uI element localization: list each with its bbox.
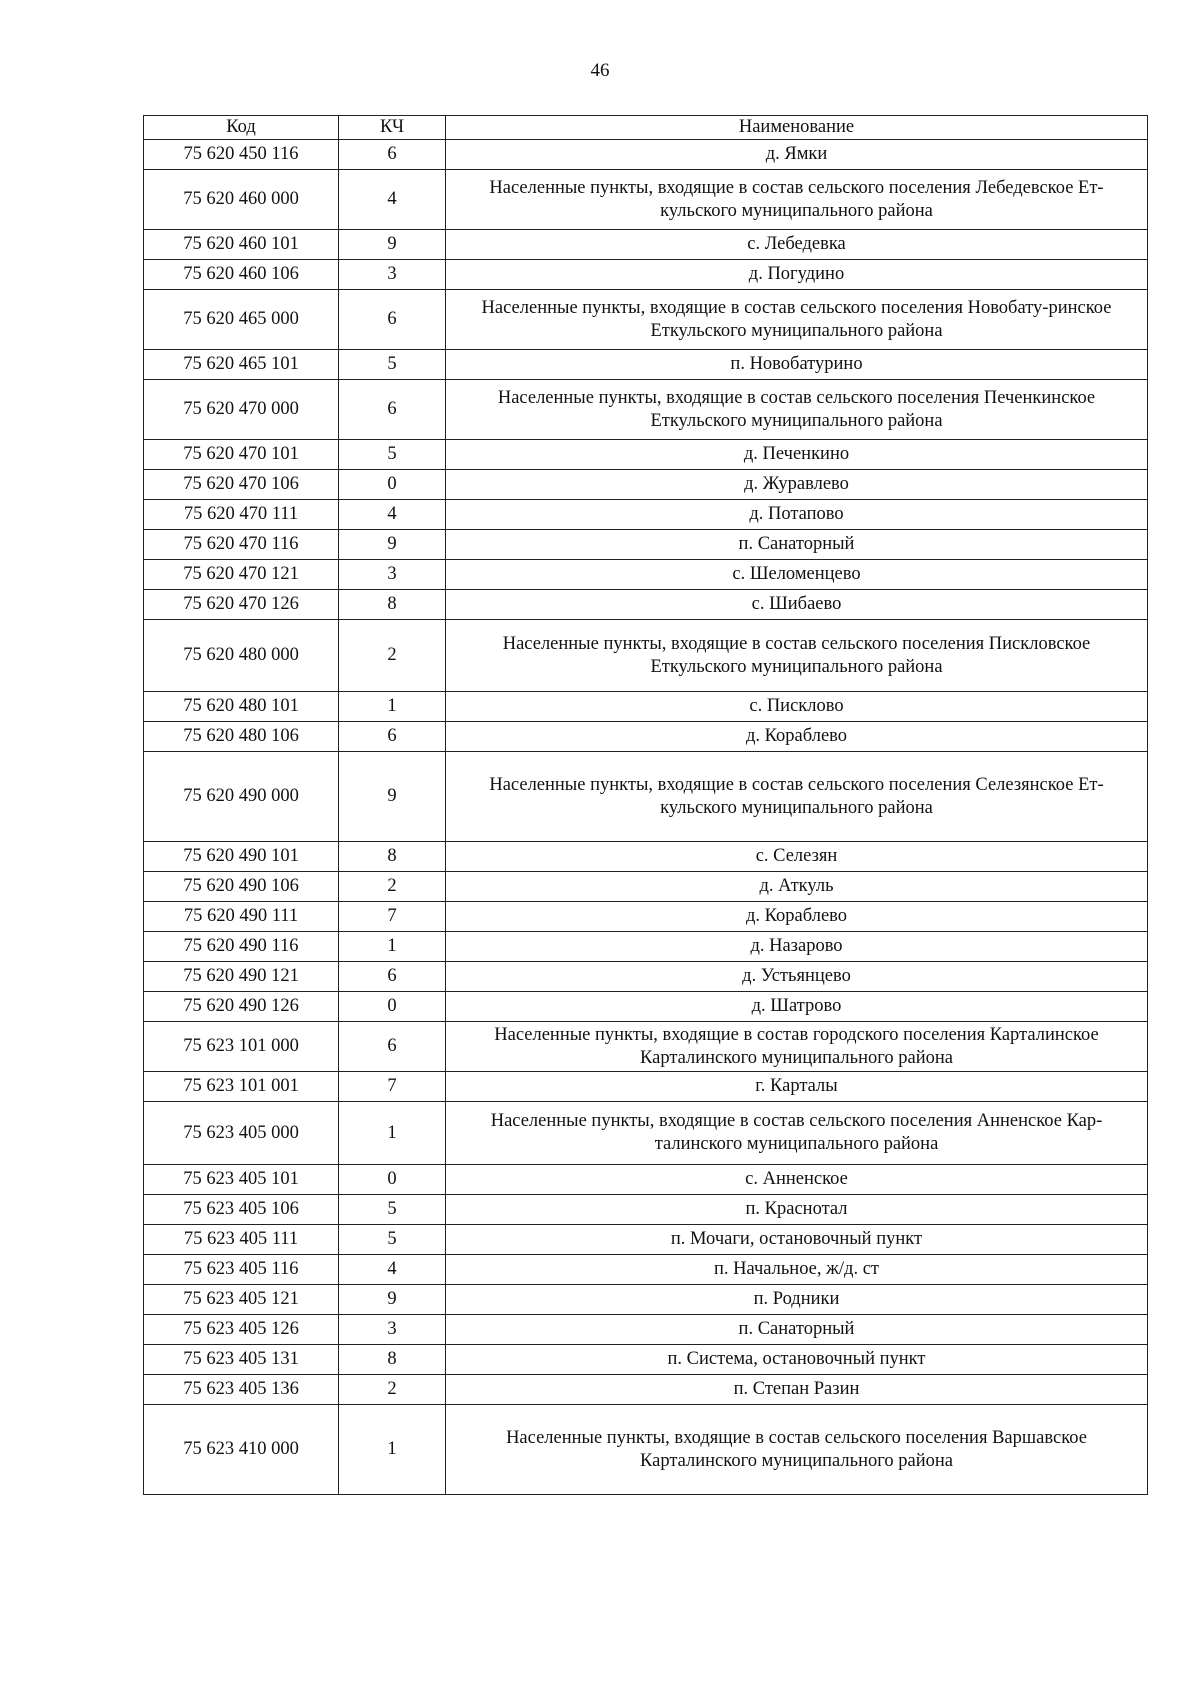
table-row bbox=[144, 1405, 1148, 1495]
table-row bbox=[144, 842, 1148, 872]
cell-code: 75 620 490 000 bbox=[144, 752, 339, 842]
cell-name: с. Шибаево bbox=[446, 590, 1148, 620]
cell-code: 75 623 405 131 bbox=[144, 1345, 339, 1375]
cell-name: Населенные пункты, входящие в состав сельского поселения Новобату-ринское Еткульского муниципального района bbox=[446, 290, 1148, 350]
cell-code: 75 620 470 106 bbox=[144, 470, 339, 500]
cell-code: 75 620 470 126 bbox=[144, 590, 339, 620]
cell-kch: 0 bbox=[339, 1165, 446, 1195]
table-row bbox=[144, 530, 1148, 560]
table-row bbox=[144, 230, 1148, 260]
cell-name: п. Санаторный bbox=[446, 530, 1148, 560]
cell-code: 75 620 465 000 bbox=[144, 290, 339, 350]
cell-code: 75 620 490 106 bbox=[144, 872, 339, 902]
cell-name: п. Санаторный bbox=[446, 1315, 1148, 1345]
cell-kch: 2 bbox=[339, 872, 446, 902]
cell-kch: 6 bbox=[339, 290, 446, 350]
table-row bbox=[144, 620, 1148, 692]
table-row bbox=[144, 1345, 1148, 1375]
cell-code: 75 623 405 111 bbox=[144, 1225, 339, 1255]
cell-name: п. Краснотал bbox=[446, 1195, 1148, 1225]
cell-code: 75 623 101 001 bbox=[144, 1072, 339, 1102]
table-row bbox=[144, 1225, 1148, 1255]
cell-code: 75 623 405 106 bbox=[144, 1195, 339, 1225]
cell-kch: 6 bbox=[339, 140, 446, 170]
cell-code: 75 620 470 101 bbox=[144, 440, 339, 470]
cell-name: д. Кораблево bbox=[446, 902, 1148, 932]
cell-code: 75 623 405 101 bbox=[144, 1165, 339, 1195]
table-row bbox=[144, 1022, 1148, 1072]
cell-name: д. Назарово bbox=[446, 932, 1148, 962]
table-row bbox=[144, 350, 1148, 380]
cell-name: п. Родники bbox=[446, 1285, 1148, 1315]
cell-code: 75 623 405 126 bbox=[144, 1315, 339, 1345]
cell-kch: 3 bbox=[339, 560, 446, 590]
cell-name: д. Журавлево bbox=[446, 470, 1148, 500]
cell-code: 75 620 470 000 bbox=[144, 380, 339, 440]
table-header-row bbox=[144, 116, 1148, 140]
cell-name: с. Селезян bbox=[446, 842, 1148, 872]
cell-kch: 4 bbox=[339, 170, 446, 230]
cell-name: д. Погудино bbox=[446, 260, 1148, 290]
cell-kch: 9 bbox=[339, 752, 446, 842]
table-row bbox=[144, 722, 1148, 752]
cell-kch: 3 bbox=[339, 1315, 446, 1345]
cell-code: 75 620 480 101 bbox=[144, 692, 339, 722]
cell-kch: 1 bbox=[339, 1102, 446, 1165]
cell-name: д. Устьянцево bbox=[446, 962, 1148, 992]
table-row bbox=[144, 260, 1148, 290]
cell-kch: 7 bbox=[339, 1072, 446, 1102]
cell-kch: 6 bbox=[339, 1022, 446, 1072]
table-row bbox=[144, 440, 1148, 470]
cell-code: 75 620 480 000 bbox=[144, 620, 339, 692]
table-row bbox=[144, 1285, 1148, 1315]
table-row bbox=[144, 500, 1148, 530]
cell-kch: 5 bbox=[339, 350, 446, 380]
cell-code: 75 620 490 111 bbox=[144, 902, 339, 932]
cell-name: д. Шатрово bbox=[446, 992, 1148, 1022]
cell-code: 75 623 405 136 bbox=[144, 1375, 339, 1405]
cell-kch: 0 bbox=[339, 470, 446, 500]
cell-code: 75 623 405 121 bbox=[144, 1285, 339, 1315]
cell-name: Населенные пункты, входящие в состав сельского поселения Лебедевское Ет-кульского муниципального района bbox=[446, 170, 1148, 230]
cell-name: с. Писклово bbox=[446, 692, 1148, 722]
cell-code: 75 620 465 101 bbox=[144, 350, 339, 380]
column-header-name: Наименование bbox=[446, 116, 1148, 140]
cell-kch: 4 bbox=[339, 1255, 446, 1285]
cell-code: 75 620 490 126 bbox=[144, 992, 339, 1022]
cell-kch: 3 bbox=[339, 260, 446, 290]
cell-name: с. Лебедевка bbox=[446, 230, 1148, 260]
cell-kch: 5 bbox=[339, 1225, 446, 1255]
table-row bbox=[144, 170, 1148, 230]
cell-name: д. Кораблево bbox=[446, 722, 1148, 752]
cell-kch: 2 bbox=[339, 1375, 446, 1405]
cell-kch: 6 bbox=[339, 722, 446, 752]
table-row bbox=[144, 872, 1148, 902]
cell-code: 75 620 470 116 bbox=[144, 530, 339, 560]
cell-kch: 9 bbox=[339, 1285, 446, 1315]
cell-code: 75 620 460 106 bbox=[144, 260, 339, 290]
column-header-kch: КЧ bbox=[339, 116, 446, 140]
cell-code: 75 620 450 116 bbox=[144, 140, 339, 170]
table-row bbox=[144, 1102, 1148, 1165]
classifier-table bbox=[143, 115, 1148, 1495]
cell-name: Населенные пункты, входящие в состав сельского поселения Анненское Кар-талинского муниципального района bbox=[446, 1102, 1148, 1165]
cell-kch: 0 bbox=[339, 992, 446, 1022]
cell-kch: 8 bbox=[339, 1345, 446, 1375]
cell-name: Населенные пункты, входящие в состав городского поселения Карталинское Карталинского муниципального района bbox=[446, 1022, 1148, 1072]
cell-code: 75 620 490 116 bbox=[144, 932, 339, 962]
table-row bbox=[144, 692, 1148, 722]
cell-name: с. Шеломенцево bbox=[446, 560, 1148, 590]
cell-kch: 2 bbox=[339, 620, 446, 692]
cell-code: 75 620 490 101 bbox=[144, 842, 339, 872]
cell-code: 75 620 460 000 bbox=[144, 170, 339, 230]
table-row bbox=[144, 1375, 1148, 1405]
table-row bbox=[144, 1165, 1148, 1195]
table-row bbox=[144, 1072, 1148, 1102]
cell-code: 75 623 410 000 bbox=[144, 1405, 339, 1495]
cell-code: 75 620 480 106 bbox=[144, 722, 339, 752]
cell-name: Населенные пункты, входящие в состав сельского поселения Варшавское Карталинского муниципального района bbox=[446, 1405, 1148, 1495]
cell-name: г. Карталы bbox=[446, 1072, 1148, 1102]
cell-kch: 9 bbox=[339, 230, 446, 260]
table-row bbox=[144, 590, 1148, 620]
cell-name: с. Анненское bbox=[446, 1165, 1148, 1195]
cell-name: п. Степан Разин bbox=[446, 1375, 1148, 1405]
cell-name: д. Аткуль bbox=[446, 872, 1148, 902]
table-row bbox=[144, 902, 1148, 932]
cell-code: 75 623 101 000 bbox=[144, 1022, 339, 1072]
cell-kch: 1 bbox=[339, 1405, 446, 1495]
table-row bbox=[144, 560, 1148, 590]
cell-name: п. Мочаги, остановочный пункт bbox=[446, 1225, 1148, 1255]
cell-name: Населенные пункты, входящие в состав сельского поселения Селезянское Ет-кульского муниципального района bbox=[446, 752, 1148, 842]
cell-kch: 8 bbox=[339, 590, 446, 620]
cell-kch: 1 bbox=[339, 932, 446, 962]
cell-code: 75 620 460 101 bbox=[144, 230, 339, 260]
cell-kch: 1 bbox=[339, 692, 446, 722]
page-number: 46 bbox=[590, 60, 610, 81]
table-row bbox=[144, 1195, 1148, 1225]
table-row bbox=[144, 380, 1148, 440]
column-header-code: Код bbox=[144, 116, 339, 140]
cell-name: д. Печенкино bbox=[446, 440, 1148, 470]
cell-kch: 8 bbox=[339, 842, 446, 872]
table-row bbox=[144, 752, 1148, 842]
table-row bbox=[144, 962, 1148, 992]
table-row bbox=[144, 140, 1148, 170]
cell-code: 75 620 470 111 bbox=[144, 500, 339, 530]
cell-name: Населенные пункты, входящие в состав сельского поселения Печенкинское Еткульского муниципального района bbox=[446, 380, 1148, 440]
cell-kch: 4 bbox=[339, 500, 446, 530]
cell-name: п. Система, остановочный пункт bbox=[446, 1345, 1148, 1375]
table-row bbox=[144, 992, 1148, 1022]
cell-code: 75 623 405 000 bbox=[144, 1102, 339, 1165]
table-row bbox=[144, 1255, 1148, 1285]
cell-code: 75 623 405 116 bbox=[144, 1255, 339, 1285]
cell-name: д. Потапово bbox=[446, 500, 1148, 530]
cell-name: п. Начальное, ж/д. ст bbox=[446, 1255, 1148, 1285]
cell-name: п. Новобатурино bbox=[446, 350, 1148, 380]
cell-kch: 9 bbox=[339, 530, 446, 560]
cell-name: д. Ямки bbox=[446, 140, 1148, 170]
cell-kch: 5 bbox=[339, 440, 446, 470]
cell-kch: 5 bbox=[339, 1195, 446, 1225]
cell-kch: 6 bbox=[339, 380, 446, 440]
cell-name: Населенные пункты, входящие в состав сельского поселения Пискловское Еткульского муниципального района bbox=[446, 620, 1148, 692]
cell-code: 75 620 490 121 bbox=[144, 962, 339, 992]
cell-kch: 6 bbox=[339, 962, 446, 992]
table-body bbox=[144, 140, 1148, 1495]
table-row bbox=[144, 290, 1148, 350]
cell-kch: 7 bbox=[339, 902, 446, 932]
table-row bbox=[144, 932, 1148, 962]
cell-code: 75 620 470 121 bbox=[144, 560, 339, 590]
table-row bbox=[144, 470, 1148, 500]
table-row bbox=[144, 1315, 1148, 1345]
